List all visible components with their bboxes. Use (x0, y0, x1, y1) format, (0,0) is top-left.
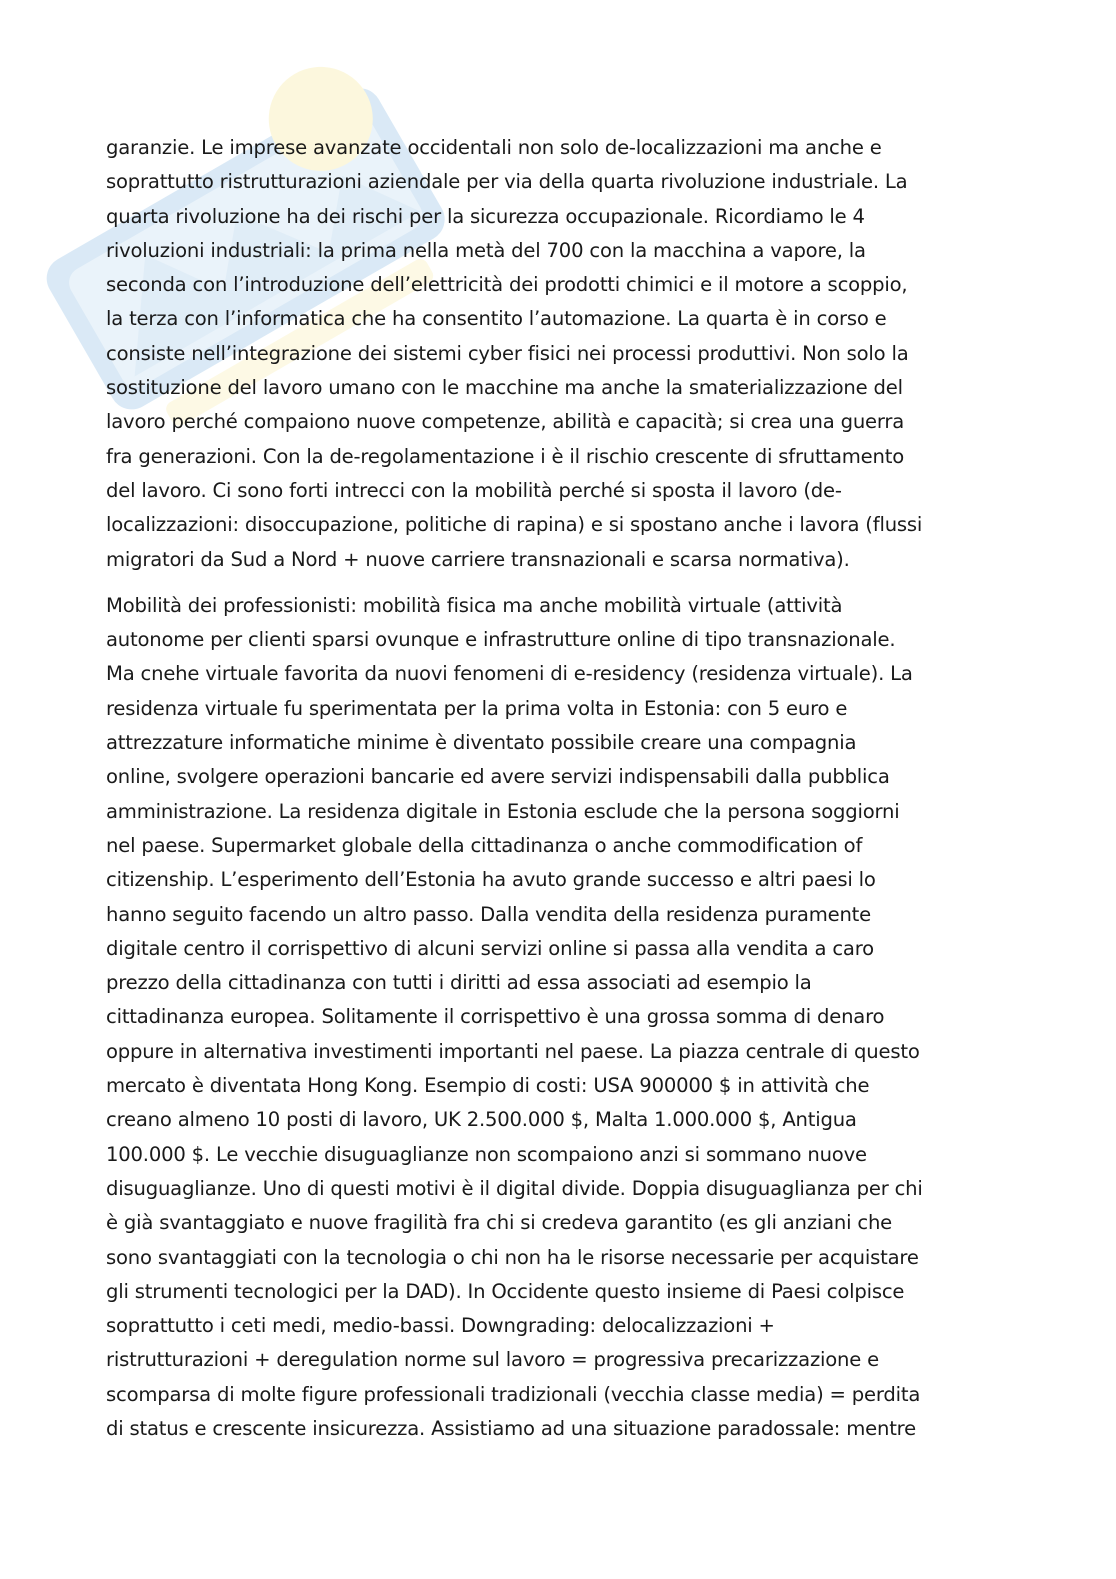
text-line: garanzie. Le imprese avanzate occidentali non solo de-localizzazioni ma anche e (106, 136, 882, 159)
text-line: migratori da Sud a Nord + nuove carriere transnazionali e scarsa normativa). (106, 547, 850, 571)
text-line: rivoluzioni industriali: la prima nella metà del 700 con la macchina a vapore, la (106, 238, 866, 262)
text-line: è già svantaggiato e nuove fragilità fra chi si credeva garantito (es gli anziani che (106, 1211, 893, 1235)
text-line: oppure in alternativa investimenti importanti nel paese. La piazza centrale di questo (106, 1039, 920, 1063)
text-line: Mobilità dei professionisti: mobilità fisica ma anche mobilità virtuale (attività (106, 593, 843, 617)
text-line: sostituzione del lavoro umano con le macchine ma anche la smaterializzazione del (106, 376, 903, 400)
text-line: 100.000 $. Le vecchie disuguaglianze non scompaiono anzi si sommano nuove (106, 1142, 867, 1166)
text-line: quarta rivoluzione ha dei rischi per la sicurezza occupazionale. Ricordiamo le 4 (106, 204, 865, 228)
text-line: amministrazione. La residenza digitale in Estonia esclude che la persona soggiorni (106, 799, 900, 823)
text-line: hanno seguito facendo un altro passo. Dalla vendita della residenza puramente (106, 902, 872, 926)
text-line: di status e crescente insicurezza. Assistiamo ad una situazione paradossale: mentre (106, 1416, 916, 1440)
text-line: sono svantaggiati con la tecnologia o chi non ha le risorse necessarie per acquistare (106, 1245, 919, 1269)
text-line: citizenship. L’esperimento dell’Estonia ha avuto grande successo e altri paesi lo (106, 868, 876, 892)
text-line: scomparsa di molte figure professionali tradizionali (vecchia classe media) = perdita (106, 1382, 921, 1406)
text-line: del lavoro. Ci sono forti intrecci con la mobilità perché si sposta il lavoro (de- (106, 478, 842, 502)
text-line: ristrutturazioni + deregulation norme sul lavoro = progressiva precarizzazione e (106, 1348, 880, 1372)
paragraph-spacer (106, 577, 1011, 589)
text-line: Ma cnehe virtuale favorita da nuovi fenomeni di e-residency (residenza virtuale). La (106, 662, 913, 686)
text-line: seconda con l’introduzione dell’elettricità dei prodotti chimici e il motore a scoppio, (106, 273, 908, 297)
text-line: digitale centro il corrispettivo di alcuni servizi online si passa alla vendita a caro (106, 936, 874, 960)
text-line: online, svolgere operazioni bancarie ed avere servizi indispensabili dalla pubblica (106, 765, 890, 789)
text-line: la terza con l’informatica che ha consentito l’automazione. La quarta è in corso e (106, 307, 887, 331)
text-line: consiste nell’integrazione dei sistemi cyber fisici nei processi produttivi. Non solo la (106, 341, 909, 365)
text-line: prezzo della cittadinanza con tutti i diritti ad essa associati ad esempio la (106, 971, 812, 995)
text-line: disuguaglianze. Uno di questi motivi è il digital divide. Doppia disuguaglianza per chi (106, 1176, 923, 1200)
paragraph (106, 131, 1011, 577)
text-line: soprattutto ristrutturazioni aziendale per via della quarta rivoluzione industriale. La (106, 170, 908, 194)
text-line: attrezzature informatiche minime è diventato possibile creare una compagnia (106, 731, 857, 755)
text-line: soprattutto i ceti medi, medio-bassi. Downgrading: delocalizzazioni + (106, 1314, 775, 1338)
paragraph (106, 589, 1011, 1446)
text-line: mercato è diventata Hong Kong. Esempio di costi: USA 900000 $ in attività che (106, 1074, 870, 1098)
text-line: autonome per clienti sparsi ovunque e infrastrutture online di tipo transnazionale. (106, 628, 896, 652)
text-line: fra generazioni. Con la de-regolamentazione i è il rischio crescente di sfruttamento (106, 444, 905, 468)
text-line: lavoro perché compaiono nuove competenze, abilità e capacità; si crea una guerra (106, 410, 905, 434)
text-line: residenza virtuale fu sperimentata per la prima volta in Estonia: con 5 euro e (106, 696, 848, 720)
text-line: cittadinanza europea. Solitamente il corrispettivo è una grossa somma di denaro (106, 1005, 885, 1029)
text-line: localizzazioni: disoccupazione, politiche di rapina) e si spostano anche i lavora (flussi (106, 513, 923, 537)
text-line: gli strumenti tecnologici per la DAD). In Occidente questo insieme di Paesi colpisce (106, 1279, 905, 1303)
document-body (106, 131, 1011, 1446)
text-line: creano almeno 10 posti di lavoro, UK 2.500.000 $, Malta 1.000.000 $, Antigua (106, 1108, 857, 1132)
text-line: nel paese. Supermarket globale della cittadinanza o anche commodification of (106, 833, 863, 857)
